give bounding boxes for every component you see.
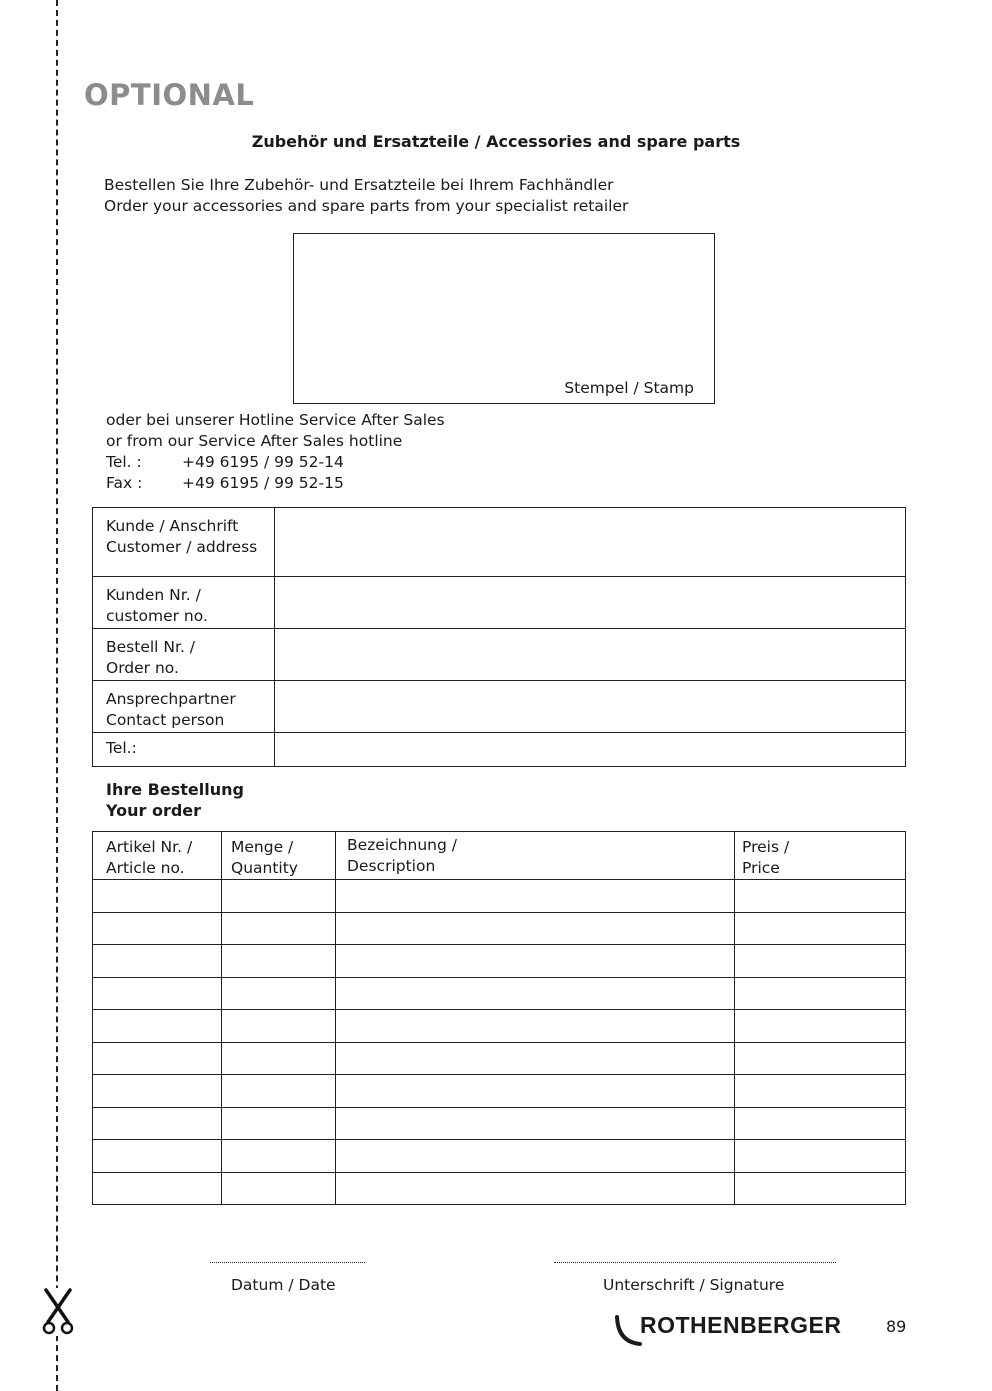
quantity-cell[interactable] — [222, 1140, 336, 1173]
col-description — [336, 832, 735, 880]
customer-no-field[interactable] — [275, 577, 906, 629]
form-label — [93, 508, 275, 577]
article-cell[interactable] — [93, 1010, 222, 1043]
col-label-de: Bezeichnung / — [347, 836, 457, 854]
article-cell[interactable] — [93, 1107, 222, 1140]
quantity-cell[interactable] — [222, 1107, 336, 1140]
form-label — [93, 733, 275, 767]
order-no-field[interactable] — [275, 629, 906, 681]
order-row — [93, 880, 906, 913]
section-title: Zubehör und Ersatzteile / Accessories and spare parts — [251, 132, 741, 151]
col-label-en: Article no. — [106, 859, 185, 877]
form-label-de: Ansprechpartner — [106, 690, 236, 708]
stamp-box[interactable] — [293, 233, 715, 404]
form-label-en: Customer / address — [106, 538, 258, 556]
signature-label: Unterschrift / Signature — [603, 1276, 785, 1294]
form-row-tel — [93, 733, 906, 767]
description-cell[interactable] — [336, 1172, 735, 1205]
description-cell[interactable] — [336, 1010, 735, 1043]
price-cell[interactable] — [735, 1075, 906, 1108]
order-heading-en: Your order — [106, 801, 202, 820]
intro-line-en: Order your accessories and spare parts from your specialist retailer — [104, 197, 629, 215]
article-cell[interactable] — [93, 1172, 222, 1205]
contact-person-field[interactable] — [275, 681, 906, 733]
form-row-customer-no — [93, 577, 906, 629]
form-label-en: customer no. — [106, 607, 208, 625]
quantity-cell[interactable] — [222, 1010, 336, 1043]
order-heading-de: Ihre Bestellung — [106, 780, 244, 799]
order-row — [93, 1107, 906, 1140]
hotline-line-en: or from our Service After Sales hotline — [106, 432, 403, 450]
order-row — [93, 1042, 906, 1075]
form-label-de: Kunden Nr. / — [106, 586, 201, 604]
col-label-en: Quantity — [231, 859, 298, 877]
article-cell[interactable] — [93, 1140, 222, 1173]
price-cell[interactable] — [735, 1042, 906, 1075]
price-cell[interactable] — [735, 977, 906, 1010]
price-cell[interactable] — [735, 1140, 906, 1173]
price-cell[interactable] — [735, 880, 906, 913]
article-cell[interactable] — [93, 912, 222, 945]
quantity-cell[interactable] — [222, 945, 336, 978]
col-label-de: Preis / — [742, 838, 790, 856]
stamp-label: Stempel / Stamp — [564, 379, 694, 397]
quantity-cell[interactable] — [222, 880, 336, 913]
hotline-info — [106, 410, 445, 494]
order-row — [93, 912, 906, 945]
order-heading — [106, 779, 244, 821]
order-row — [93, 1140, 906, 1173]
price-cell[interactable] — [735, 1107, 906, 1140]
description-cell[interactable] — [336, 880, 735, 913]
form-row-order-no — [93, 629, 906, 681]
price-cell[interactable] — [735, 1010, 906, 1043]
article-cell[interactable] — [93, 1042, 222, 1075]
col-price — [735, 832, 906, 880]
price-cell[interactable] — [735, 1172, 906, 1205]
form-row-contact — [93, 681, 906, 733]
intro-line-de: Bestellen Sie Ihre Zubehör- und Ersatzteile bei Ihrem Fachhändler — [104, 176, 614, 194]
cut-line — [56, 0, 58, 1391]
article-cell[interactable] — [93, 1075, 222, 1108]
description-cell[interactable] — [336, 1075, 735, 1108]
col-label-en: Price — [742, 859, 780, 877]
intro-text — [104, 175, 628, 217]
description-cell[interactable] — [336, 1042, 735, 1075]
article-cell[interactable] — [93, 977, 222, 1010]
col-quantity — [222, 832, 336, 880]
description-cell[interactable] — [336, 1140, 735, 1173]
quantity-cell[interactable] — [222, 1042, 336, 1075]
scissors-icon — [40, 1288, 76, 1336]
tel-row — [106, 452, 445, 473]
order-row — [93, 945, 906, 978]
tel-value: +49 6195 / 99 52-14 — [182, 453, 344, 471]
form-label-de: Bestell Nr. / — [106, 638, 196, 656]
fax-row — [106, 473, 445, 494]
form-row-customer — [93, 508, 906, 577]
col-label-en: Description — [347, 857, 436, 875]
customer-address-field[interactable] — [275, 508, 906, 577]
tel-label: Tel. : — [106, 453, 142, 471]
form-label-tel: Tel.: — [106, 739, 137, 757]
signature-line[interactable] — [554, 1262, 836, 1263]
quantity-cell[interactable] — [222, 1075, 336, 1108]
tel-field[interactable] — [275, 733, 906, 767]
quantity-cell[interactable] — [222, 977, 336, 1010]
order-table — [92, 831, 906, 1205]
form-label-en: Order no. — [106, 659, 179, 677]
article-cell[interactable] — [93, 880, 222, 913]
date-label: Datum / Date — [231, 1276, 336, 1294]
fax-value: +49 6195 / 99 52-15 — [182, 474, 344, 492]
quantity-cell[interactable] — [222, 1172, 336, 1205]
fax-label: Fax : — [106, 474, 143, 492]
form-label-en: Contact person — [106, 711, 225, 729]
hotline-line-de: oder bei unserer Hotline Service After Sales — [106, 411, 445, 429]
col-label-de: Artikel Nr. / — [106, 838, 193, 856]
date-line[interactable] — [210, 1262, 365, 1263]
description-cell[interactable] — [336, 912, 735, 945]
form-label — [93, 629, 275, 681]
page-heading: OPTIONAL — [84, 78, 255, 112]
price-cell[interactable] — [735, 912, 906, 945]
page-number: 89 — [886, 1317, 907, 1336]
order-row — [93, 1172, 906, 1205]
form-label — [93, 577, 275, 629]
order-header-row — [93, 832, 906, 880]
price-cell[interactable] — [735, 945, 906, 978]
description-cell[interactable] — [336, 1107, 735, 1140]
description-cell[interactable] — [336, 977, 735, 1010]
article-cell[interactable] — [93, 945, 222, 978]
quantity-cell[interactable] — [222, 912, 336, 945]
customer-form — [92, 507, 906, 767]
form-label — [93, 681, 275, 733]
order-row — [93, 1010, 906, 1043]
brand-logo-icon — [614, 1314, 642, 1348]
order-row — [93, 1075, 906, 1108]
form-label-de: Kunde / Anschrift — [106, 517, 239, 535]
brand-name: ROTHENBERGER — [640, 1312, 842, 1338]
col-label-de: Menge / — [231, 838, 294, 856]
description-cell[interactable] — [336, 945, 735, 978]
order-row — [93, 977, 906, 1010]
col-article — [93, 832, 222, 880]
